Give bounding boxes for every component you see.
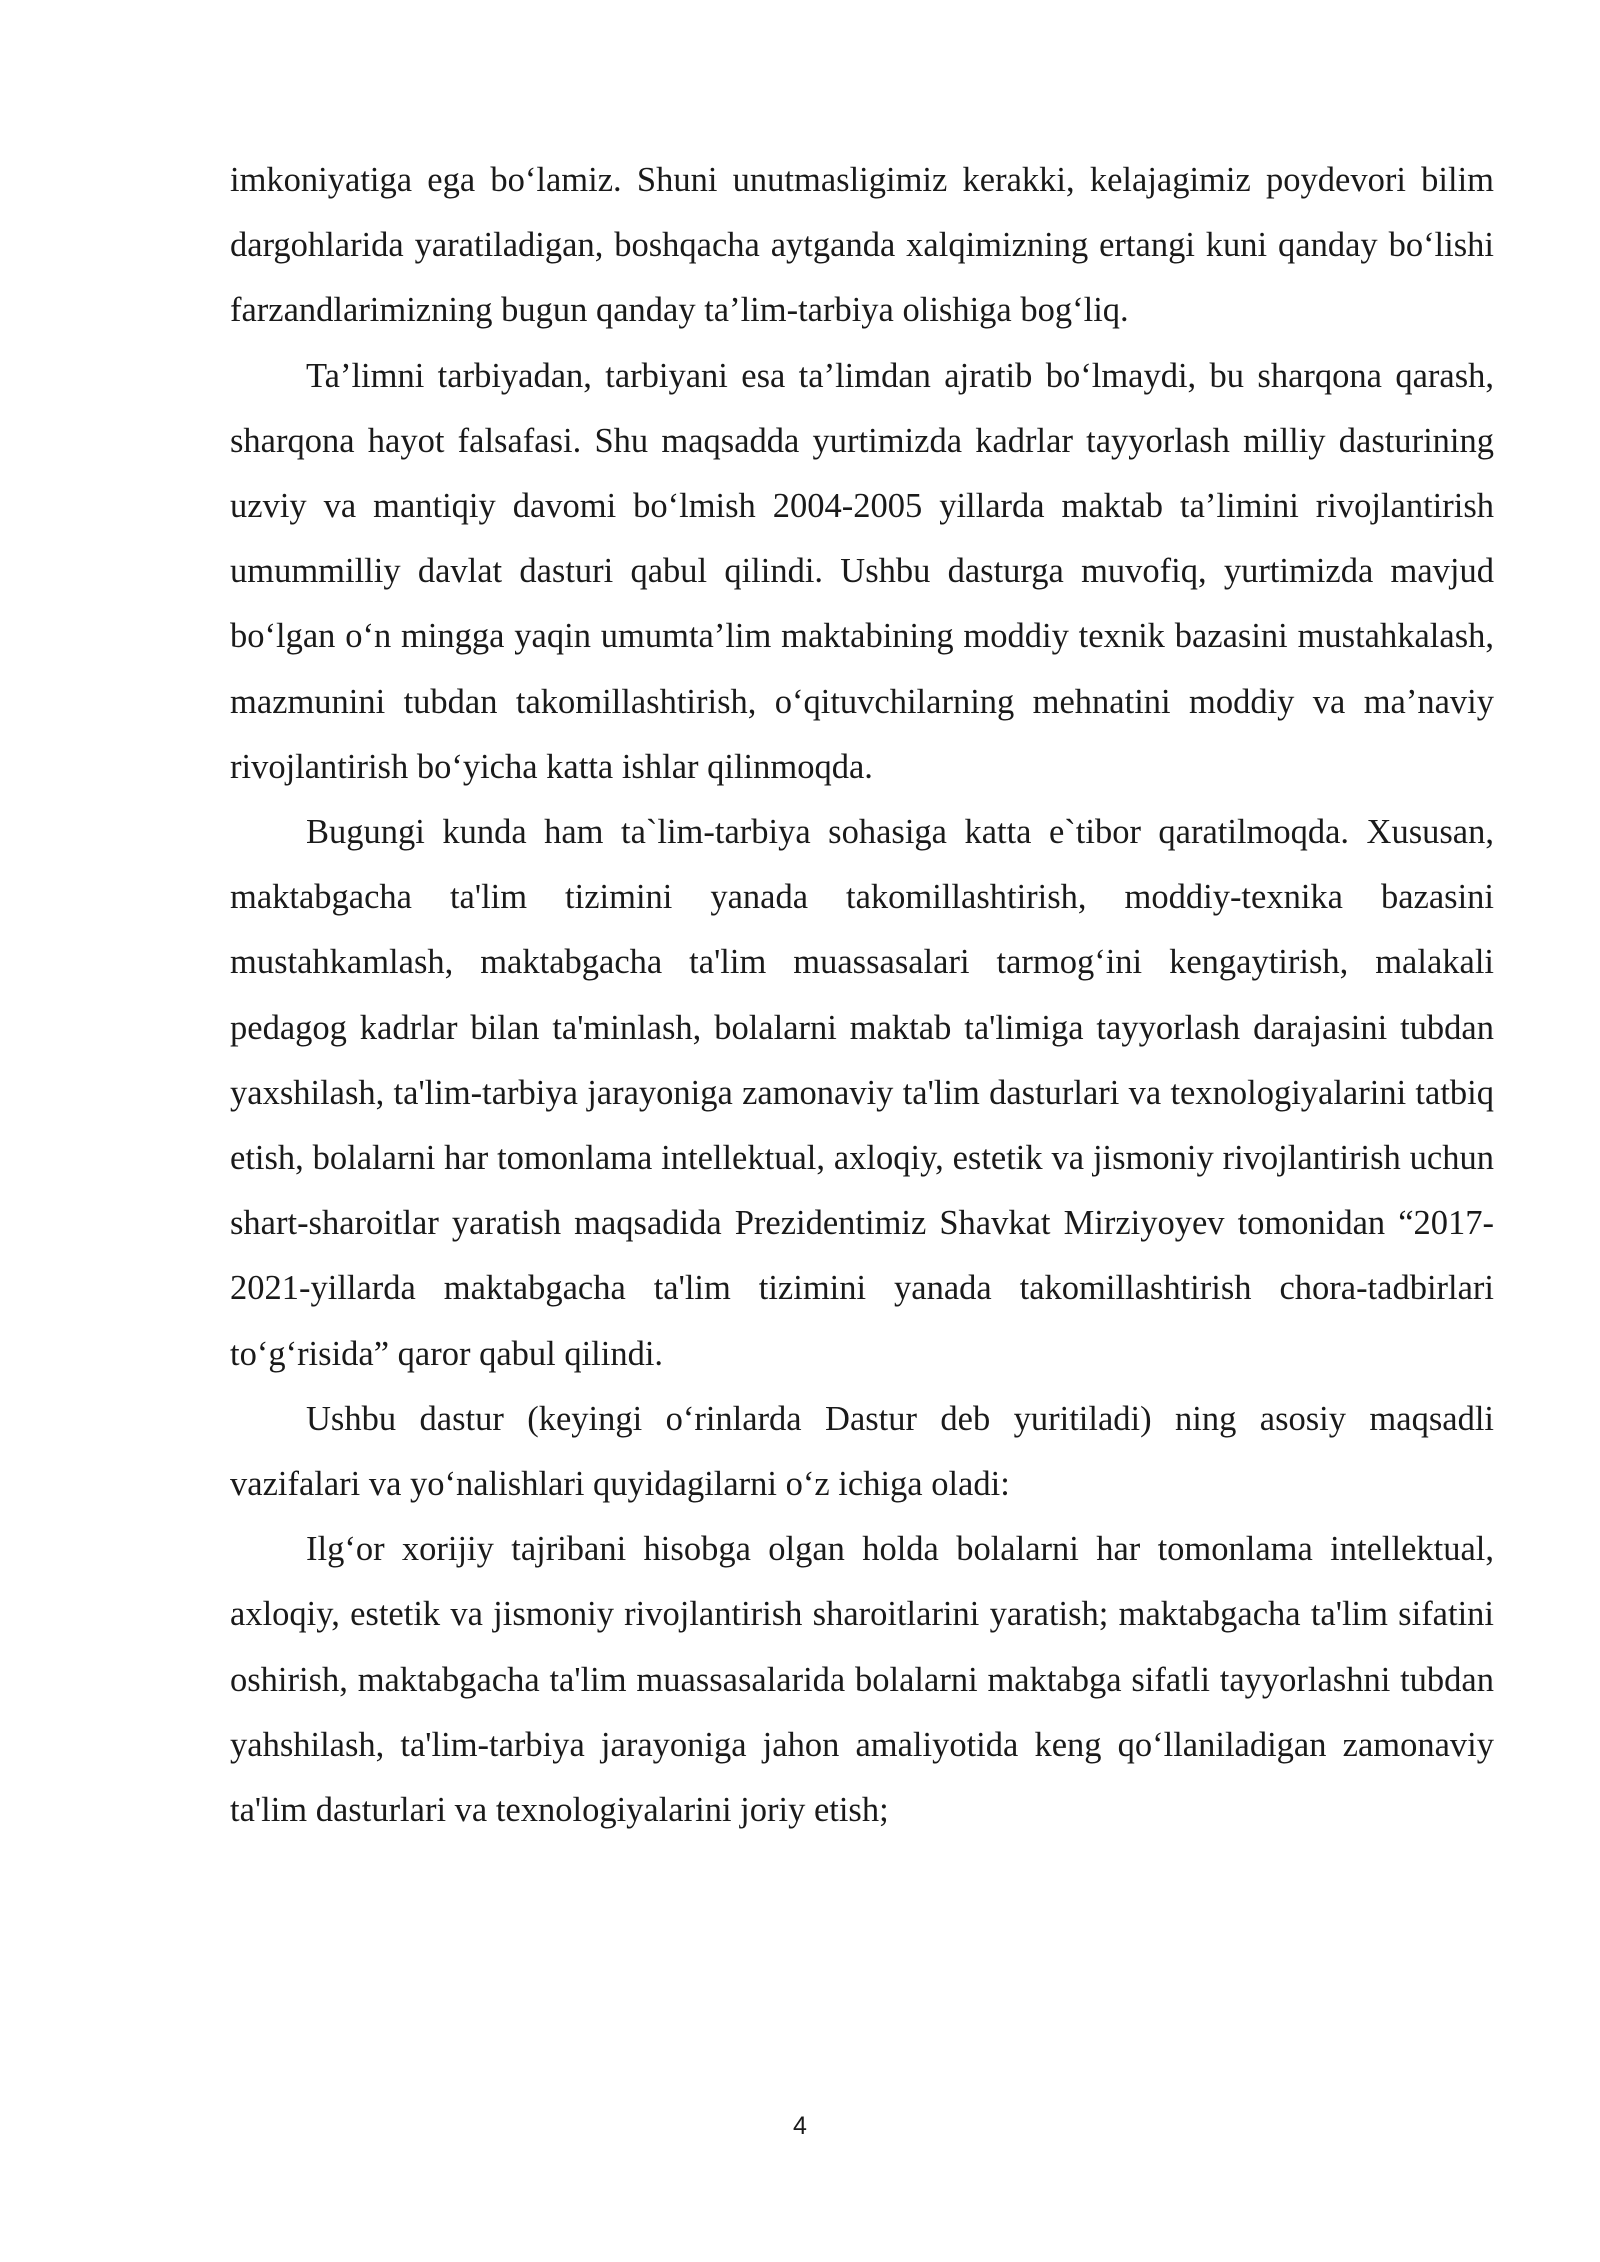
- paragraph-continuation: imkoniyatiga ega bo‘lamiz. Shuni unutmasligimiz kerakki, kelajagimiz poydevori bilim dargohlarida yaratiladigan, boshqacha aytganda xalqimizning ertangi kuni qanday bo‘lishi farzandlarimizning bugun qanday ta’lim-tarbiya olishiga bog‘liq.: [230, 161, 1494, 330]
- body-text: [230, 148, 1494, 1843]
- page-number: 4: [793, 2112, 807, 2140]
- paragraph: Ta’limni tarbiyadan, tarbiyani esa ta’limdan ajratib bo‘lmaydi, bu sharqona qarash, sharqona hayot falsafasi. Shu maqsadda yurtimizda kadrlar tayyorlash milliy dasturining uzviy va mantiqiy davomi bo‘lmish 2004-2005 yillarda maktab ta’limini rivojlantirish umummilliy davlat dasturi qabul qilindi. Ushbu dasturga muvofiq, yurtimizda mavjud bo‘lgan o‘n mingga yaqin umumta’lim maktabining moddiy texnik bazasini mustahkalash, mazmunini tubdan takomillashtirish, o‘qituvchilarning mehnatini moddiy va ma’naviy rivojlantirish bo‘yicha katta ishlar qilinmoqda.: [230, 356, 1494, 786]
- paragraph: Ilg‘or xorijiy tajribani hisobga olgan holda bolalarni har tomonlama intellektual, axloqiy, estetik va jismoniy rivojlantirish sharoitlarini yaratish; maktabgacha ta'lim sifatini oshirish, maktabgacha ta'lim muassasalarida bolalarni maktabga sifatli tayyorlashni tubdan yahshilash, ta'lim-tarbiya jarayoniga jahon amaliyotida keng qo‘llaniladigan zamonaviy ta'lim dasturlari va texnologiyalarini joriy etish;: [230, 1530, 1494, 1830]
- paragraph: Ushbu dastur (keyingi o‘rinlarda Dastur deb yuritiladi) ning asosiy maqsadli vazifalari va yo‘nalishlari quyidagilarni o‘z ichiga oladi:: [230, 1399, 1494, 1504]
- paragraph: Bugungi kunda ham ta`lim-tarbiya sohasiga katta e`tibor qaratilmoqda. Xususan, maktabgacha ta'lim tizimini yanada takomillashtirish, moddiy-texnika bazasini mustahkamlash, maktabgacha ta'lim muassasalari tarmog‘ini kengaytirish, malakali pedagog kadrlar bilan ta'minlash, bolalarni maktab ta'limiga tayyorlash darajasini tubdan yaxshilash, ta'lim-tarbiya jarayoniga zamonaviy ta'lim dasturlari va texnologiyalarini tatbiq etish, bolalarni har tomonlama intellektual, axloqiy, estetik va jismoniy rivojlantirish uchun shart-sharoitlar yaratish maqsadida Prezidentimiz Shavkat Mirziyoyev tomonidan “2017-2021-yillarda maktabgacha ta'lim tizimini yanada takomillashtirish chora-tadbirlari to‘g‘risida” qaror qabul qilindi.: [230, 813, 1494, 1373]
